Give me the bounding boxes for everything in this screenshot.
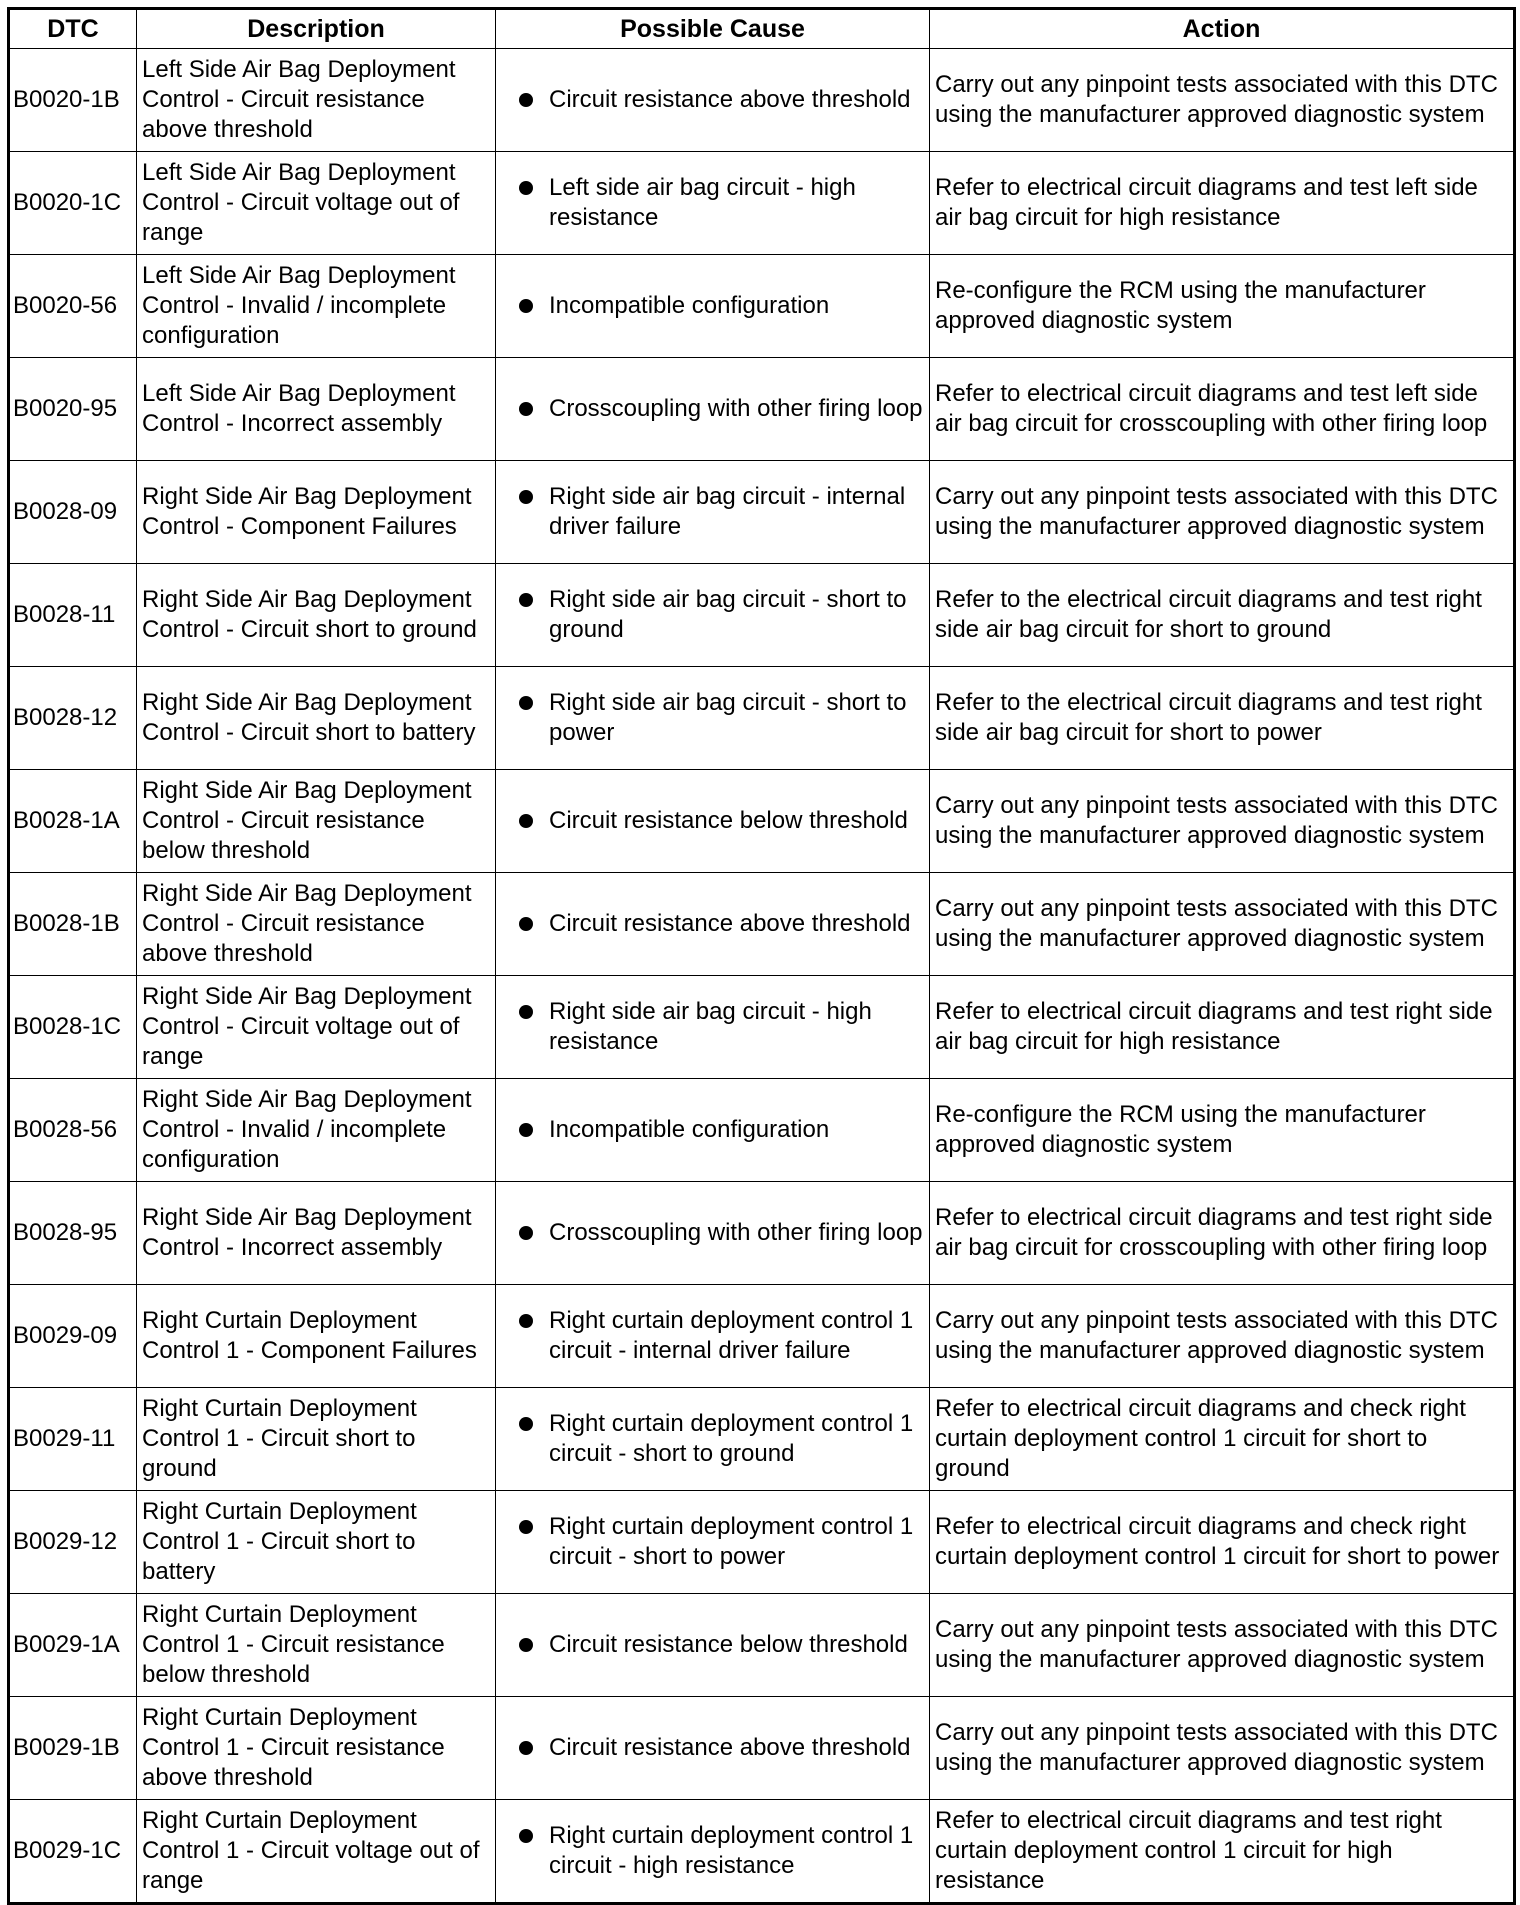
bullet-icon — [519, 1638, 533, 1652]
bullet-icon — [519, 299, 533, 313]
dtc-code: B0029-1B — [9, 1697, 137, 1800]
table-header — [9, 9, 1515, 49]
description-cell: Right Curtain Deployment Control 1 - Circuit resistance below threshold — [137, 1594, 496, 1697]
bullet-icon — [519, 1741, 533, 1755]
bullet-icon — [519, 1005, 533, 1019]
action-cell: Carry out any pinpoint tests associated with this DTC using the manufacturer approved diagnostic system — [930, 1594, 1515, 1697]
table-row — [9, 1491, 1515, 1594]
action-cell: Refer to electrical circuit diagrams and test left side air bag circuit for high resistance — [930, 152, 1515, 255]
dtc-code: B0028-1B — [9, 873, 137, 976]
action-cell: Re-configure the RCM using the manufacturer approved diagnostic system — [930, 1079, 1515, 1182]
possible-cause-cell: Circuit resistance below threshold — [496, 1594, 930, 1697]
action-cell: Refer to electrical circuit diagrams and test right side air bag circuit for high resistance — [930, 976, 1515, 1079]
possible-cause-cell: Circuit resistance above threshold — [496, 873, 930, 976]
dtc-code: B0020-1C — [9, 152, 137, 255]
bullet-icon — [519, 490, 533, 504]
bullet-icon — [519, 593, 533, 607]
possible-cause-cell: Crosscoupling with other firing loop — [496, 358, 930, 461]
possible-cause-cell: Right curtain deployment control 1 circuit - high resistance — [496, 1800, 930, 1904]
description-cell: Right Side Air Bag Deployment Control - Circuit voltage out of range — [137, 976, 496, 1079]
action-cell: Carry out any pinpoint tests associated with this DTC using the manufacturer approved diagnostic system — [930, 461, 1515, 564]
dtc-code: B0028-95 — [9, 1182, 137, 1285]
table-row — [9, 461, 1515, 564]
dtc-code: B0029-1C — [9, 1800, 137, 1904]
dtc-code: B0028-11 — [9, 564, 137, 667]
description-cell: Right Curtain Deployment Control 1 - Circuit short to battery — [137, 1491, 496, 1594]
action-cell: Refer to electrical circuit diagrams and test left side air bag circuit for crosscoupling with other firing loop — [930, 358, 1515, 461]
header-possible-cause: Possible Cause — [496, 9, 930, 49]
possible-cause-cell: Circuit resistance below threshold — [496, 770, 930, 873]
description-cell: Left Side Air Bag Deployment Control - Incorrect assembly — [137, 358, 496, 461]
action-cell: Carry out any pinpoint tests associated with this DTC using the manufacturer approved diagnostic system — [930, 1285, 1515, 1388]
bullet-icon — [519, 917, 533, 931]
possible-cause-cell: Crosscoupling with other firing loop — [496, 1182, 930, 1285]
action-cell: Refer to electrical circuit diagrams and test right curtain deployment control 1 circuit for high resistance — [930, 1800, 1515, 1904]
dtc-code: B0020-56 — [9, 255, 137, 358]
description-cell: Right Curtain Deployment Control 1 - Circuit short to ground — [137, 1388, 496, 1491]
action-cell: Refer to electrical circuit diagrams and check right curtain deployment control 1 circuit for short to power — [930, 1491, 1515, 1594]
table-row — [9, 358, 1515, 461]
table-row — [9, 1388, 1515, 1491]
possible-cause-cell: Incompatible configuration — [496, 1079, 930, 1182]
table-row — [9, 564, 1515, 667]
bullet-icon — [519, 181, 533, 195]
dtc-table — [7, 7, 1516, 1905]
possible-cause-cell: Circuit resistance above threshold — [496, 1697, 930, 1800]
description-cell: Right Curtain Deployment Control 1 - Circuit resistance above threshold — [137, 1697, 496, 1800]
header-row — [9, 9, 1515, 49]
description-cell: Left Side Air Bag Deployment Control - Circuit voltage out of range — [137, 152, 496, 255]
action-cell: Carry out any pinpoint tests associated with this DTC using the manufacturer approved diagnostic system — [930, 49, 1515, 152]
table-row — [9, 1285, 1515, 1388]
possible-cause-cell: Right side air bag circuit - short to power — [496, 667, 930, 770]
possible-cause-cell: Right curtain deployment control 1 circuit - internal driver failure — [496, 1285, 930, 1388]
action-cell: Re-configure the RCM using the manufacturer approved diagnostic system — [930, 255, 1515, 358]
table-row — [9, 1182, 1515, 1285]
possible-cause-cell: Left side air bag circuit - high resistance — [496, 152, 930, 255]
dtc-code: B0020-1B — [9, 49, 137, 152]
table-row — [9, 976, 1515, 1079]
table-row — [9, 1594, 1515, 1697]
table-row — [9, 255, 1515, 358]
dtc-code: B0028-1C — [9, 976, 137, 1079]
description-cell: Right Side Air Bag Deployment Control - Circuit short to battery — [137, 667, 496, 770]
bullet-icon — [519, 1520, 533, 1534]
table-body — [9, 49, 1515, 1904]
table-row — [9, 49, 1515, 152]
dtc-code: B0029-11 — [9, 1388, 137, 1491]
description-cell: Right Side Air Bag Deployment Control - Incorrect assembly — [137, 1182, 496, 1285]
dtc-code: B0029-1A — [9, 1594, 137, 1697]
dtc-code: B0028-12 — [9, 667, 137, 770]
table-row — [9, 667, 1515, 770]
possible-cause-cell: Right side air bag circuit - high resistance — [496, 976, 930, 1079]
dtc-code: B0028-09 — [9, 461, 137, 564]
description-cell: Right Curtain Deployment Control 1 - Component Failures — [137, 1285, 496, 1388]
description-cell: Right Side Air Bag Deployment Control - Circuit short to ground — [137, 564, 496, 667]
header-action: Action — [930, 9, 1515, 49]
table-row — [9, 1697, 1515, 1800]
table-row — [9, 152, 1515, 255]
dtc-code: B0028-1A — [9, 770, 137, 873]
bullet-icon — [519, 696, 533, 710]
table-row — [9, 770, 1515, 873]
action-cell: Carry out any pinpoint tests associated with this DTC using the manufacturer approved diagnostic system — [930, 1697, 1515, 1800]
table-row — [9, 1079, 1515, 1182]
header-dtc: DTC — [9, 9, 137, 49]
bullet-icon — [519, 814, 533, 828]
possible-cause-cell: Right curtain deployment control 1 circuit - short to power — [496, 1491, 930, 1594]
possible-cause-cell: Right curtain deployment control 1 circuit - short to ground — [496, 1388, 930, 1491]
description-cell: Right Side Air Bag Deployment Control - Component Failures — [137, 461, 496, 564]
bullet-icon — [519, 1417, 533, 1431]
description-cell: Right Curtain Deployment Control 1 - Circuit voltage out of range — [137, 1800, 496, 1904]
possible-cause-cell: Right side air bag circuit - internal driver failure — [496, 461, 930, 564]
action-cell: Refer to electrical circuit diagrams and check right curtain deployment control 1 circuit for short to ground — [930, 1388, 1515, 1491]
action-cell: Refer to the electrical circuit diagrams and test right side air bag circuit for short to power — [930, 667, 1515, 770]
table-row — [9, 1800, 1515, 1904]
action-cell: Carry out any pinpoint tests associated with this DTC using the manufacturer approved diagnostic system — [930, 770, 1515, 873]
dtc-code: B0029-09 — [9, 1285, 137, 1388]
bullet-icon — [519, 1829, 533, 1843]
description-cell: Right Side Air Bag Deployment Control - Circuit resistance below threshold — [137, 770, 496, 873]
action-cell: Refer to the electrical circuit diagrams and test right side air bag circuit for short to ground — [930, 564, 1515, 667]
bullet-icon — [519, 1314, 533, 1328]
bullet-icon — [519, 402, 533, 416]
possible-cause-cell: Right side air bag circuit - short to ground — [496, 564, 930, 667]
action-cell: Carry out any pinpoint tests associated with this DTC using the manufacturer approved diagnostic system — [930, 873, 1515, 976]
action-cell: Refer to electrical circuit diagrams and test right side air bag circuit for crosscoupling with other firing loop — [930, 1182, 1515, 1285]
description-cell: Left Side Air Bag Deployment Control - Circuit resistance above threshold — [137, 49, 496, 152]
dtc-code: B0020-95 — [9, 358, 137, 461]
header-description: Description — [137, 9, 496, 49]
description-cell: Right Side Air Bag Deployment Control - Invalid / incomplete configuration — [137, 1079, 496, 1182]
possible-cause-cell: Circuit resistance above threshold — [496, 49, 930, 152]
dtc-code: B0029-12 — [9, 1491, 137, 1594]
description-cell: Right Side Air Bag Deployment Control - Circuit resistance above threshold — [137, 873, 496, 976]
bullet-icon — [519, 1226, 533, 1240]
table-row — [9, 873, 1515, 976]
dtc-code: B0028-56 — [9, 1079, 137, 1182]
bullet-icon — [519, 1123, 533, 1137]
possible-cause-cell: Incompatible configuration — [496, 255, 930, 358]
bullet-icon — [519, 93, 533, 107]
description-cell: Left Side Air Bag Deployment Control - Invalid / incomplete configuration — [137, 255, 496, 358]
